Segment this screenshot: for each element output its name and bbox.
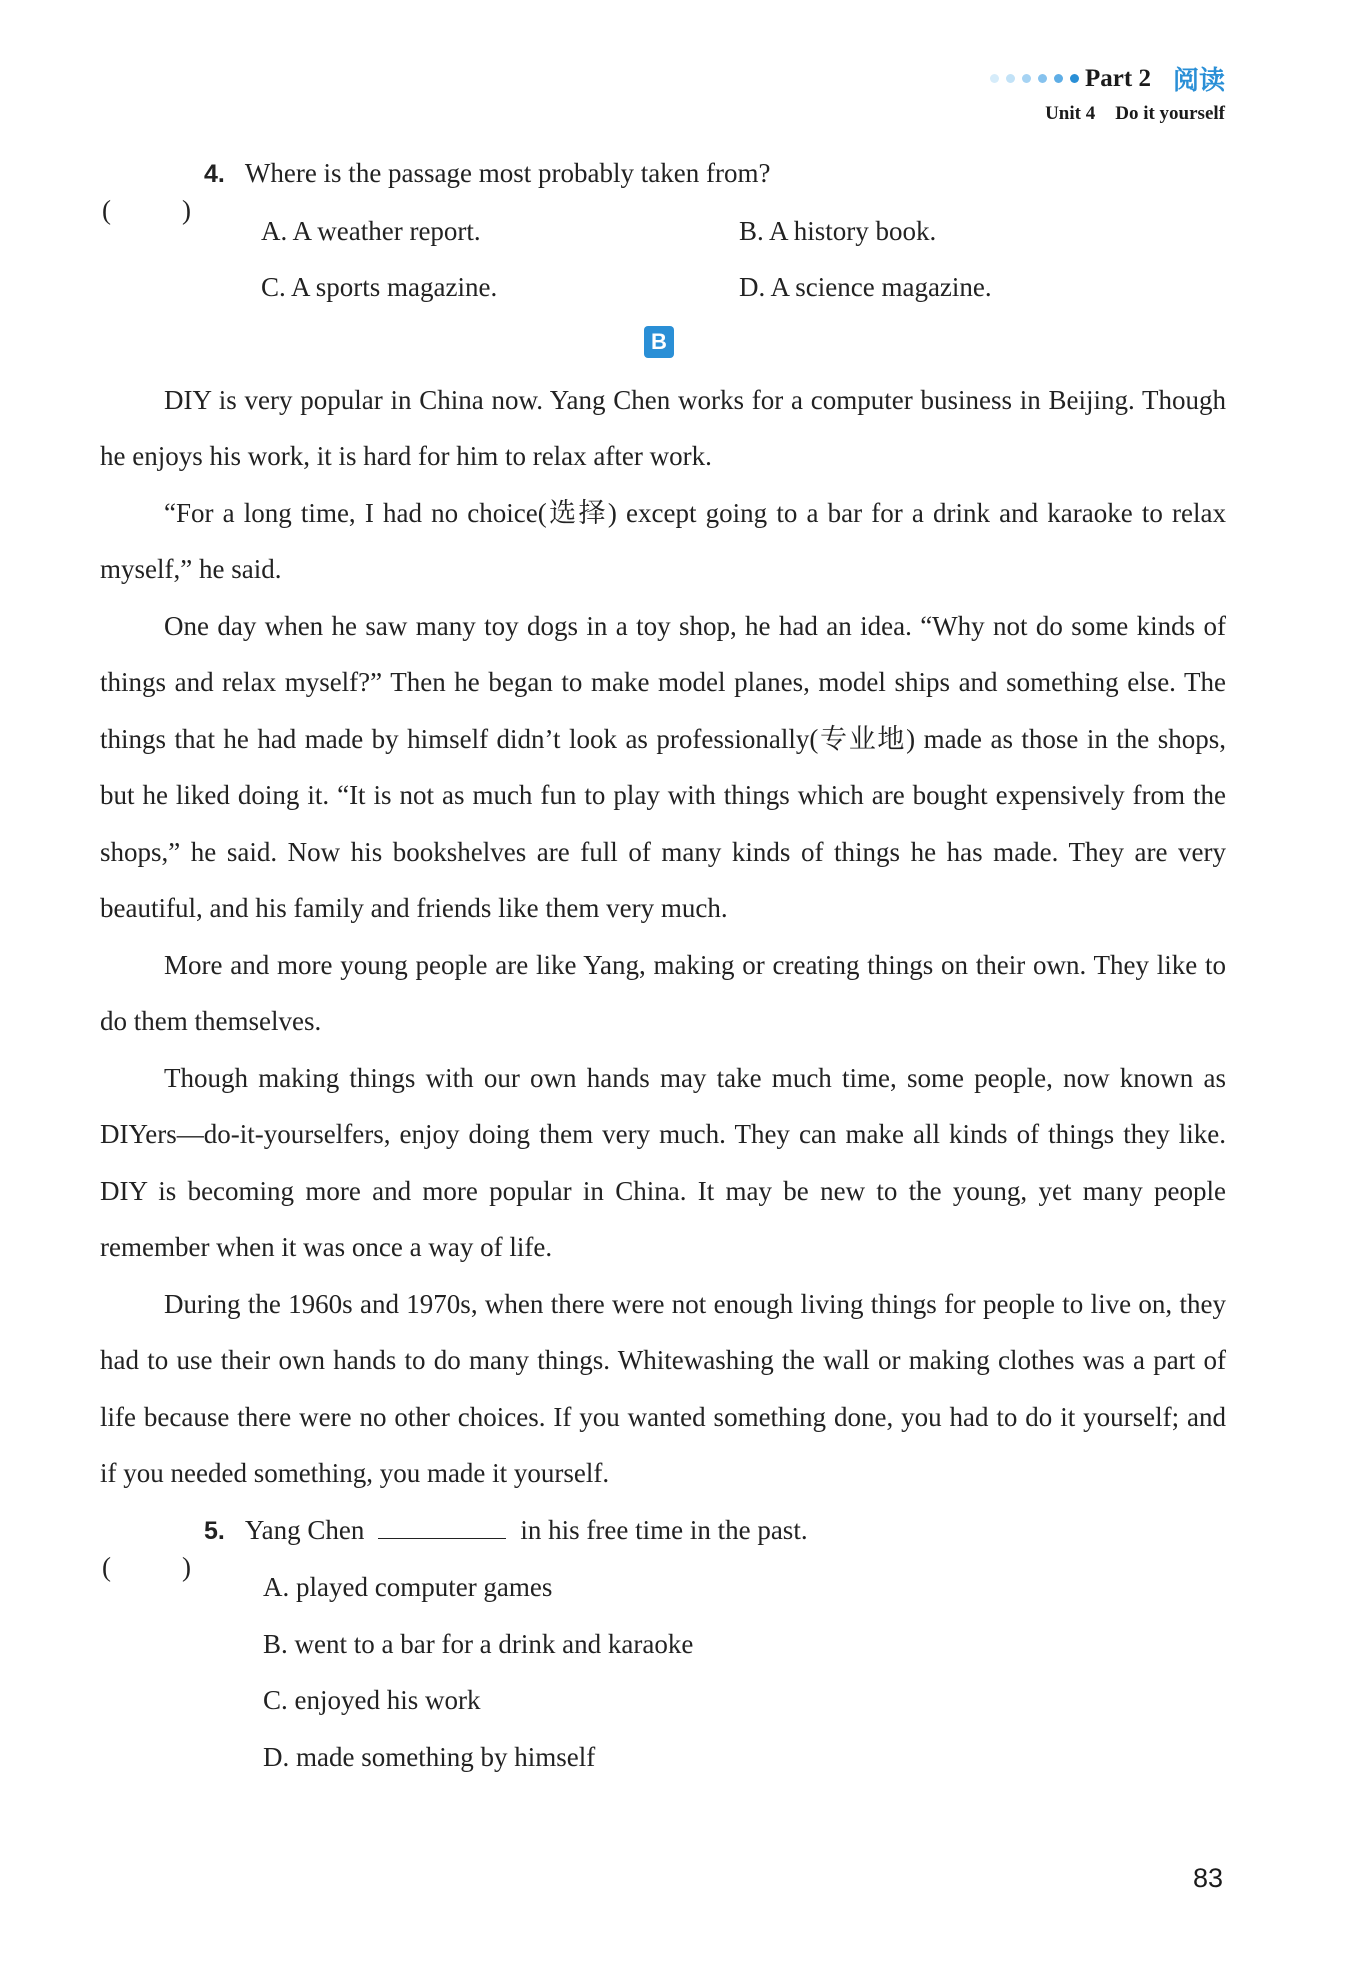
passage-paragraph: More and more young people are like Yang, making or creating things on their own. They like to do them themselves. xyxy=(100,949,1226,1036)
part-title: 阅读 xyxy=(1172,66,1225,96)
question-number: 4. xyxy=(204,160,225,188)
page-number: 83 xyxy=(1192,1863,1223,1893)
option-d: D. A science magazine. xyxy=(739,272,992,302)
option-d: D. made something by himself xyxy=(263,1741,596,1772)
dot-6 xyxy=(1070,74,1079,83)
question-text: Where is the passage most probably taken from? xyxy=(244,158,771,188)
dot-2 xyxy=(1006,74,1015,83)
part-label: Part 2 xyxy=(1085,64,1151,92)
page-header xyxy=(983,60,1225,125)
question-text-after: in his free time in the past. xyxy=(520,1514,808,1545)
unit-line xyxy=(983,103,1225,125)
dot-1 xyxy=(990,74,999,83)
option-c: C. enjoyed his work xyxy=(263,1685,481,1715)
answer-blank[interactable] xyxy=(378,1508,506,1539)
option-b: B. went to a bar for a drink and karaoke xyxy=(263,1628,694,1659)
question-number: 5. xyxy=(204,1516,225,1545)
dot-5 xyxy=(1054,74,1063,83)
option-a: A. A weather report. xyxy=(261,215,481,246)
question-4-options xyxy=(261,203,1226,316)
option-b: B. A history book. xyxy=(739,215,937,246)
passage-paragraph: DIY is very popular in China now. Yang Chen works for a computer business in Beijing. Though he enjoys his work, it is hard for him to relax after work. xyxy=(100,384,1226,471)
dot-3 xyxy=(1022,74,1031,83)
section-badge xyxy=(100,326,1226,358)
passage-paragraph: During the 1960s and 1970s, when there were not enough living things for people to live on, they had to use their own hands to do many things. Whitewashing the wall or making clothes was a part of life because there were no other choices. If you wanted something done, you had to do it yourself; and if you needed something, you made it yourself. xyxy=(100,1288,1226,1488)
dot-4 xyxy=(1038,74,1047,83)
question-4: ( ) 4. Where is the passage most probably taken from? xyxy=(100,145,1226,203)
question-5: ( ) 5. Yang Chen in his free time in the past. xyxy=(100,1502,1226,1560)
reading-passage xyxy=(100,372,1226,1502)
passage-paragraph: One day when he saw many toy dogs in a toy shop, he had an idea. “Why not do some kinds of things and relax myself?” Then he began to make model planes, model ships and something else. The things that he had made by himself didn’t look as professionally(专业地) made as those in the shops, but he liked doing it. “It is not as much fun to play with things which are bought expensively from the shops,” he said. Now his bookshelves are full of many kinds of things he has made. They are very beautiful, and his family and friends like them very much. xyxy=(100,610,1226,923)
passage-paragraph: “For a long time, I had no choice(选择) except going to a bar for a drink and karaoke to relax myself,” he said. xyxy=(100,497,1226,584)
passage-paragraph: Though making things with our own hands may take much time, some people, now known as DIYers—do-it-yourselfers, enjoy doing them very much. They can make all kinds of things they like. DIY is becoming more and more popular in China. It may be new to the young, yet many people remember when it was once a way of life. xyxy=(100,1062,1226,1262)
question-5-options xyxy=(263,1559,1226,1785)
page-content xyxy=(100,145,1226,1785)
option-c: C. A sports magazine. xyxy=(261,272,498,302)
header-part-row xyxy=(983,60,1225,97)
option-a: A. played computer games xyxy=(263,1572,553,1602)
section-label: B xyxy=(644,326,674,358)
unit-label: Unit 4 xyxy=(1045,103,1096,124)
question-text-before: Yang Chen xyxy=(244,1514,365,1545)
unit-name: Do it yourself xyxy=(1115,103,1225,124)
decorative-dots xyxy=(983,74,1079,83)
